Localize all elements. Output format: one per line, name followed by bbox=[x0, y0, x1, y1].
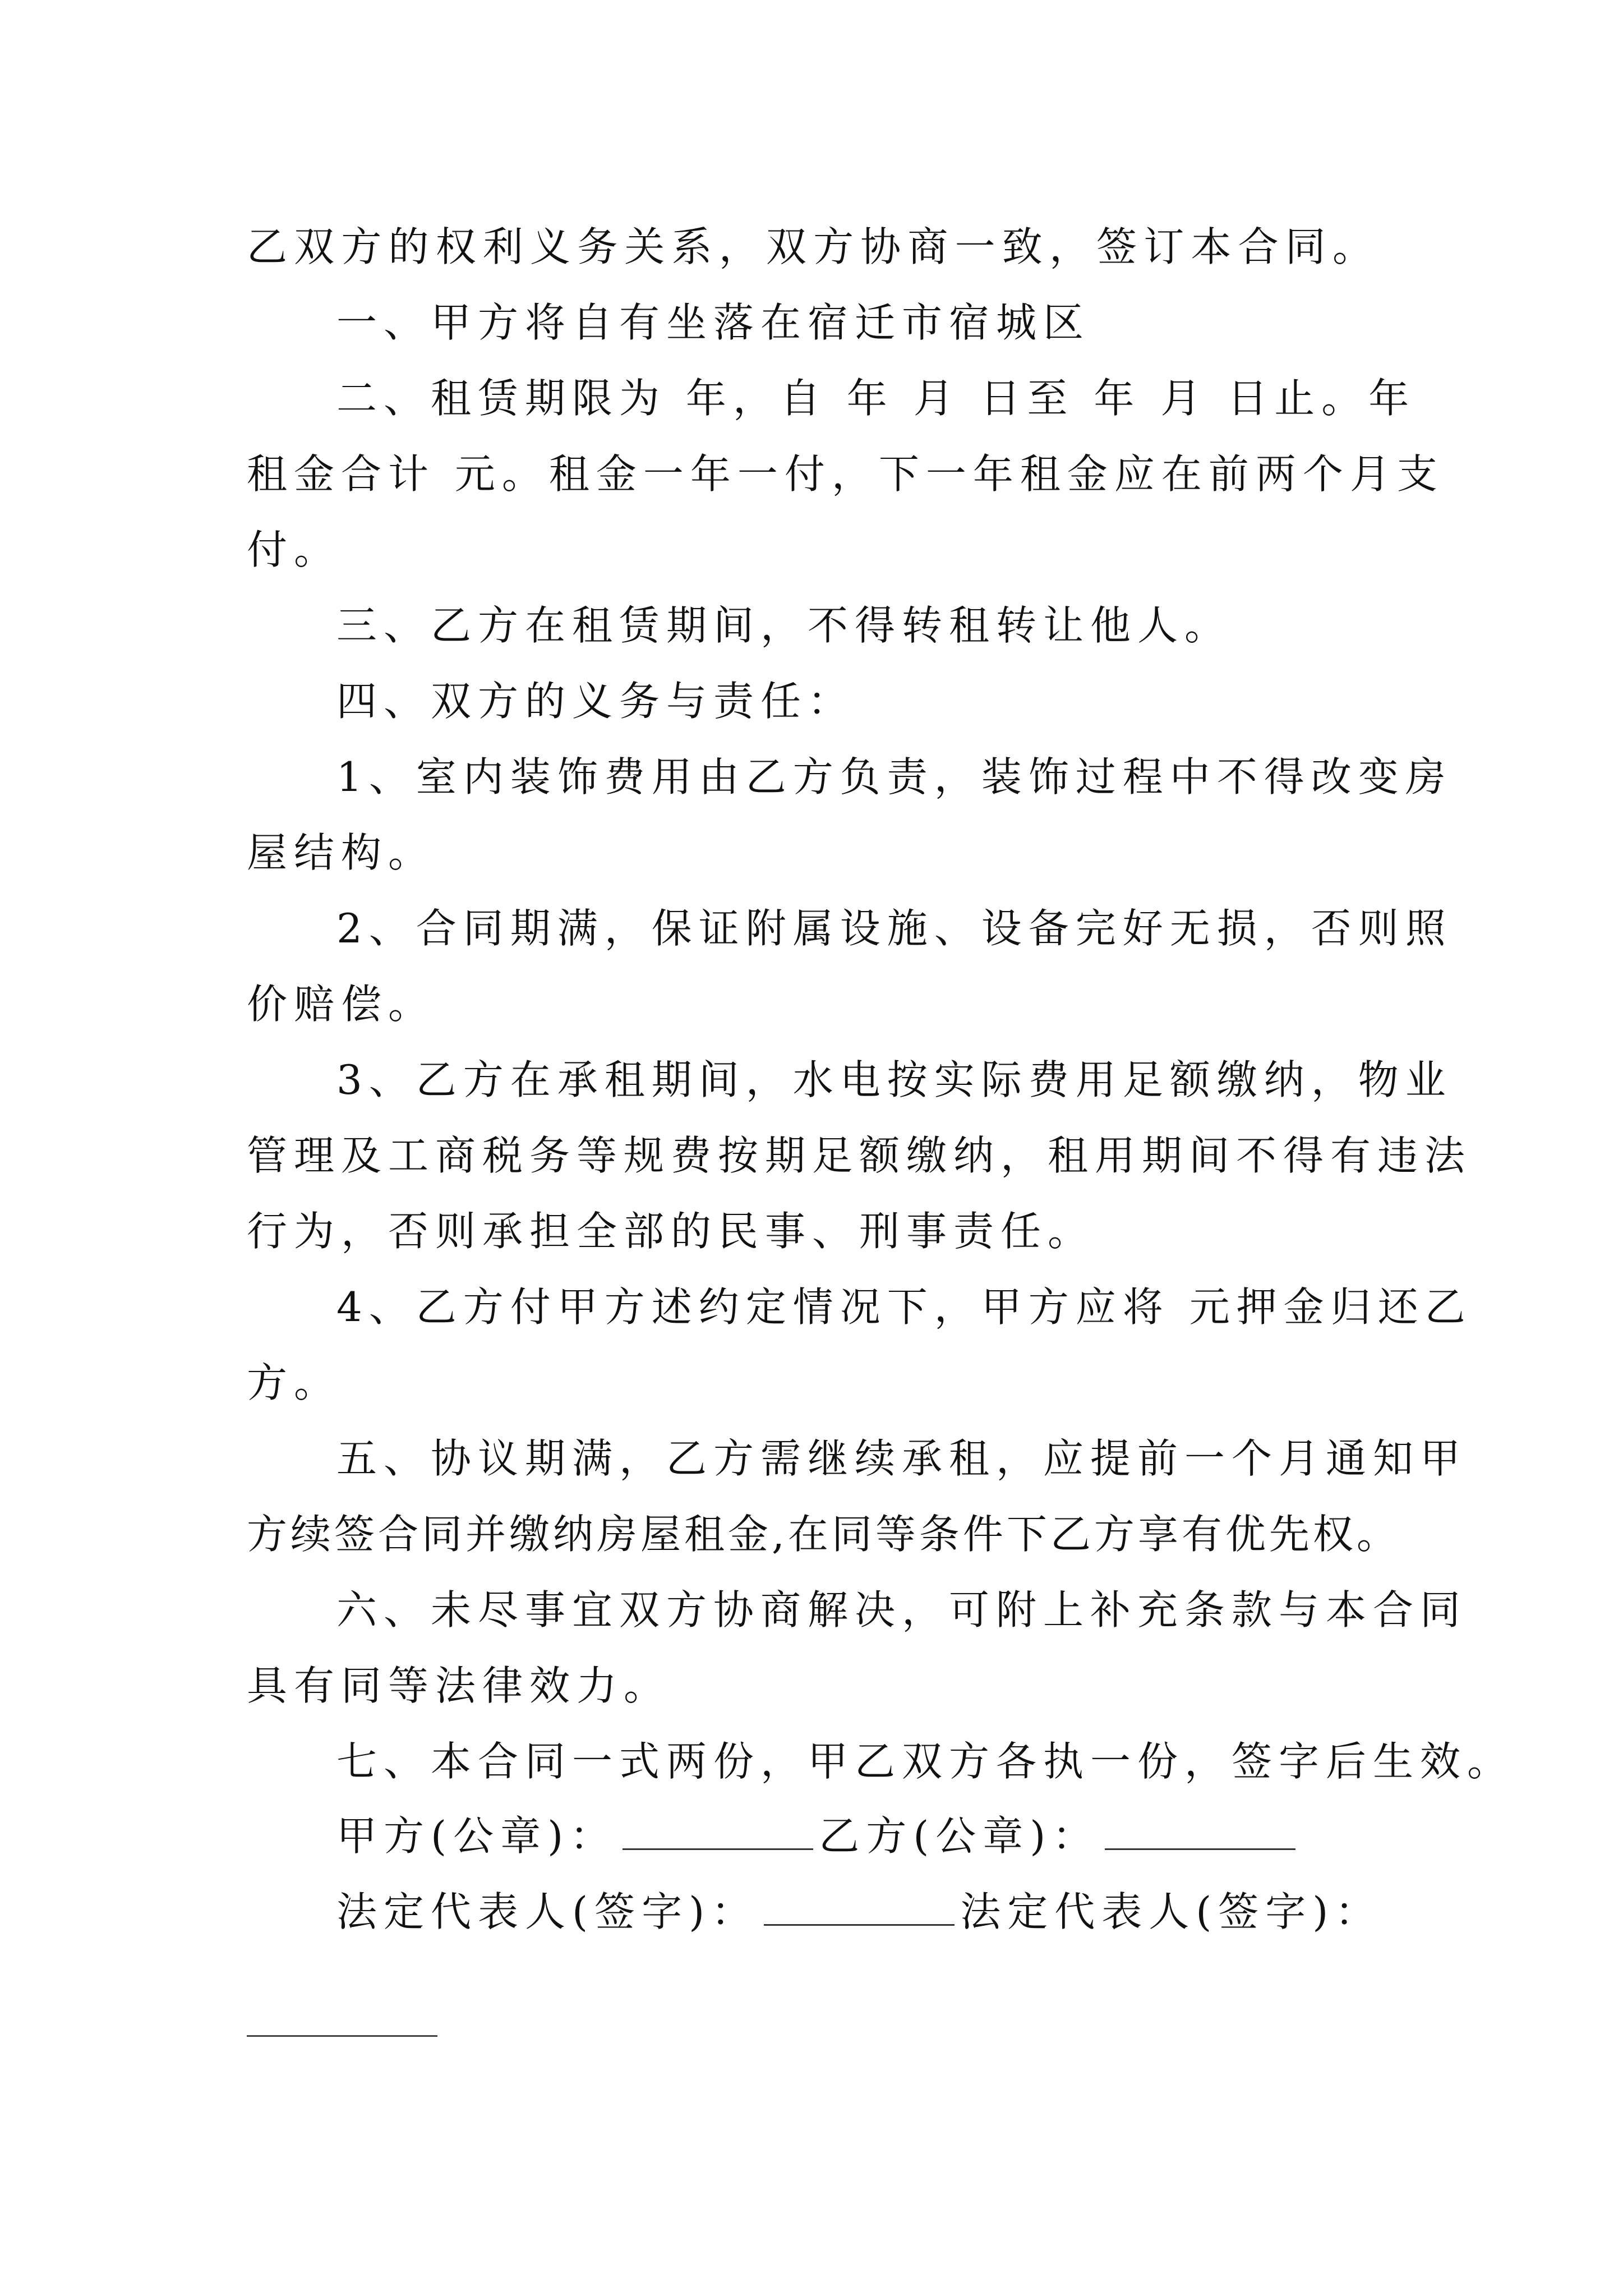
text-line: 具有同等法律效力。 bbox=[247, 1662, 671, 1709]
party-b-signature-line bbox=[1105, 1809, 1295, 1850]
clause-4-item-3: 3、乙方在承租期间，水电按实际费用足额缴纳，物业 bbox=[336, 1056, 1453, 1103]
party-b-label: 乙方(公章)： bbox=[819, 1812, 1100, 1860]
clause-4: 四、双方的义务与责任： bbox=[336, 678, 855, 725]
text-line: 乙双方的权利义务关系，双方协商一致，签订本合同。 bbox=[247, 223, 1380, 270]
rep-b-label: 法定代表人(签字)： bbox=[960, 1888, 1382, 1935]
clause-2: 二、租赁期限为 年，自 年 月 日至 年 月 日止。年 bbox=[336, 375, 1416, 422]
clause-1: 一、甲方将自有坐落在宿迁市宿城区 bbox=[336, 299, 1091, 346]
clause-4-item-1: 1、室内装饰费用由乙方负责，装饰过程中不得改变房 bbox=[336, 753, 1453, 800]
rep-a-signature-line bbox=[764, 1885, 955, 1926]
clause-5: 五、协议期满，乙方需继续承租，应提前一个月通知甲 bbox=[336, 1435, 1468, 1482]
rep-a-label: 法定代表人(签字)： bbox=[336, 1888, 759, 1935]
text-line: 方。 bbox=[247, 1359, 342, 1406]
clause-7: 七、本合同一式两份，甲乙双方各执一份，签字后生效。 bbox=[336, 1738, 1515, 1785]
clause-6: 六、未尽事宜双方协商解决，可附上补充条款与本合同 bbox=[336, 1586, 1468, 1634]
clause-3: 三、乙方在租赁期间，不得转租转让他人。 bbox=[336, 602, 1232, 649]
party-a-signature-line bbox=[623, 1809, 813, 1850]
party-a-label: 甲方(公章)： bbox=[336, 1812, 617, 1860]
signature-row-party bbox=[336, 1809, 1469, 1861]
text-line: 付。 bbox=[247, 526, 342, 573]
text-line: 价赔偿。 bbox=[247, 981, 436, 1028]
clause-4-item-2: 2、合同期满，保证附属设施、设备完好无损，否则照 bbox=[336, 905, 1453, 952]
text-line: 方续签合同并缴纳房屋租金,在同等条件下乙方享有优先权。 bbox=[247, 1511, 1400, 1558]
signature-row-representative bbox=[336, 1885, 1469, 1937]
text-line: 管理及工商税务等规费按期足额缴纳，租用期间不得有违法 bbox=[247, 1132, 1472, 1179]
text-line: 行为，否则承担全部的民事、刑事责任。 bbox=[247, 1208, 1095, 1255]
text-line: 租金合计 元。租金一年一付，下一年租金应在前两个月支 bbox=[247, 450, 1444, 498]
text-line: 屋结构。 bbox=[247, 829, 436, 876]
rep-b-signature-line bbox=[247, 2035, 437, 2037]
clause-4-item-4: 4、乙方付甲方述约定情况下，甲方应将 元押金归还乙 bbox=[336, 1283, 1472, 1331]
